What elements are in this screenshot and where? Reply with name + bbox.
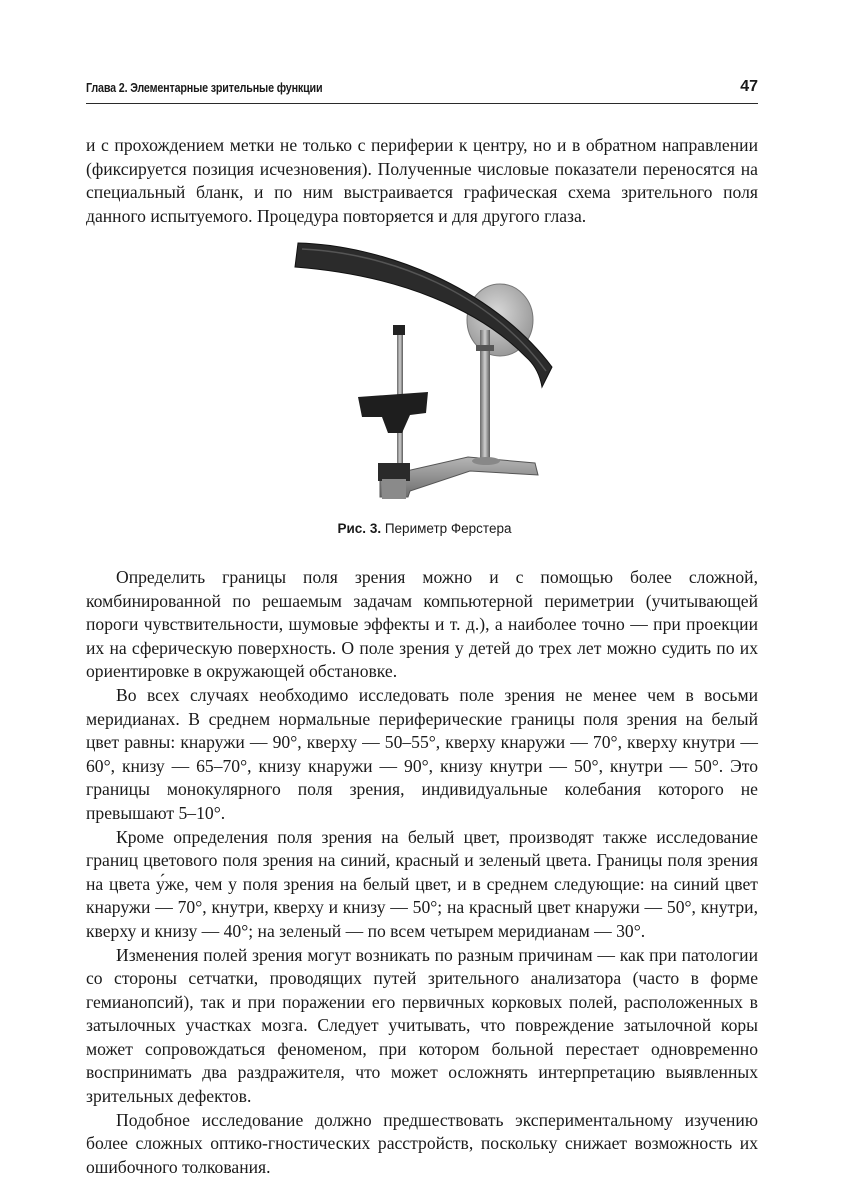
chin-rest <box>358 392 428 433</box>
page-number: 47 <box>740 78 758 95</box>
page-header <box>86 78 758 100</box>
pole-clamp <box>476 345 494 351</box>
body-text <box>86 566 758 1179</box>
pole-foot <box>472 457 500 465</box>
forehead-rest <box>393 325 405 335</box>
header-rule <box>86 103 758 104</box>
intro-text <box>86 134 758 228</box>
forster-perimeter-image <box>290 235 560 507</box>
paragraph: Определить границы поля зрения можно и с помощью более сложной, комбинированной по решаемым задачам компьютерной периметрии (учитывающей пороги чувствительности, шумовые эффекты и т. д.), а наиболее точно — при проекции их на сферическую поверхность. О поле зрения у детей до трех лет можно судить по их ориентировке в окружающей обстановке. <box>86 567 758 682</box>
caption-text: Периметр Ферстера <box>384 521 512 536</box>
paragraph: и с прохождением метки не только с периферии к центру, но и в обратном направлении (фиксируется позиция исчезновения). Полученные числовые показатели переносятся на специальный бланк, и по ним выстраивается графическая схема зрительного поля данного испытуемого. Процедура повторяется и для другого глаза. <box>86 135 758 226</box>
paragraph: Подобное исследование должно предшествовать экспериментальному изучению более сложных оптико-гностических расстройств, поскольку снижает возможность их ошибочного толкования. <box>86 1109 758 1177</box>
paragraph: Кроме определения поля зрения на белый цвет, производят также исследование границ цветового поля зрения на синий, красный и зеленый цвета. Границы поля зрения на цвета у́же, чем у поля зрения на белый цвет, и в среднем следующие: на синий цвет кнаружи — 70°, кнутри, кверху и книзу — 50°; на красный цвет кнаружи — 50°, кнутри, кверху и книзу — 40°; на зеленый — по всем четырем меридианам — 30°. <box>86 826 758 941</box>
base-block <box>378 463 410 481</box>
figure <box>290 235 560 507</box>
running-head: Глава 2. Элементарные зрительные функции <box>86 81 323 95</box>
figure-caption <box>0 521 849 536</box>
caption-label: Рис. 3. <box>337 521 382 536</box>
paragraph: Изменения полей зрения могут возникать по разным причинам — как при патологии со стороны сетчатки, проводящих путей зрительного анализатора (часто в форме гемианопсий), так и при поражении его первичных корковых полей, расположенных в затылочных участках мозга. Следует учитывать, что повреждение затылочной коры может сопровождаться феноменом, при котором больной перестает одновременно воспринимать два раздражителя, что может осложнять интерпретацию выявленных зрительных дефектов. <box>86 944 758 1107</box>
paragraph: Во всех случаях необходимо исследовать поле зрения не менее чем в восьми меридианах. В среднем нормальные периферические границы поля зрения на белый цвет равны: кнаружи — 90°, кверху — 50–55°, кверху кнаружи — 70°, кверху кнутри — 60°, книзу — 65–70°, книзу кнаружи — 90°, книзу кнутри — 50°, кнутри — 50°. Это границы монокулярного поля зрения, индивидуальные колебания которого не превышают 5–10°. <box>86 684 758 823</box>
base-foot <box>382 479 406 499</box>
